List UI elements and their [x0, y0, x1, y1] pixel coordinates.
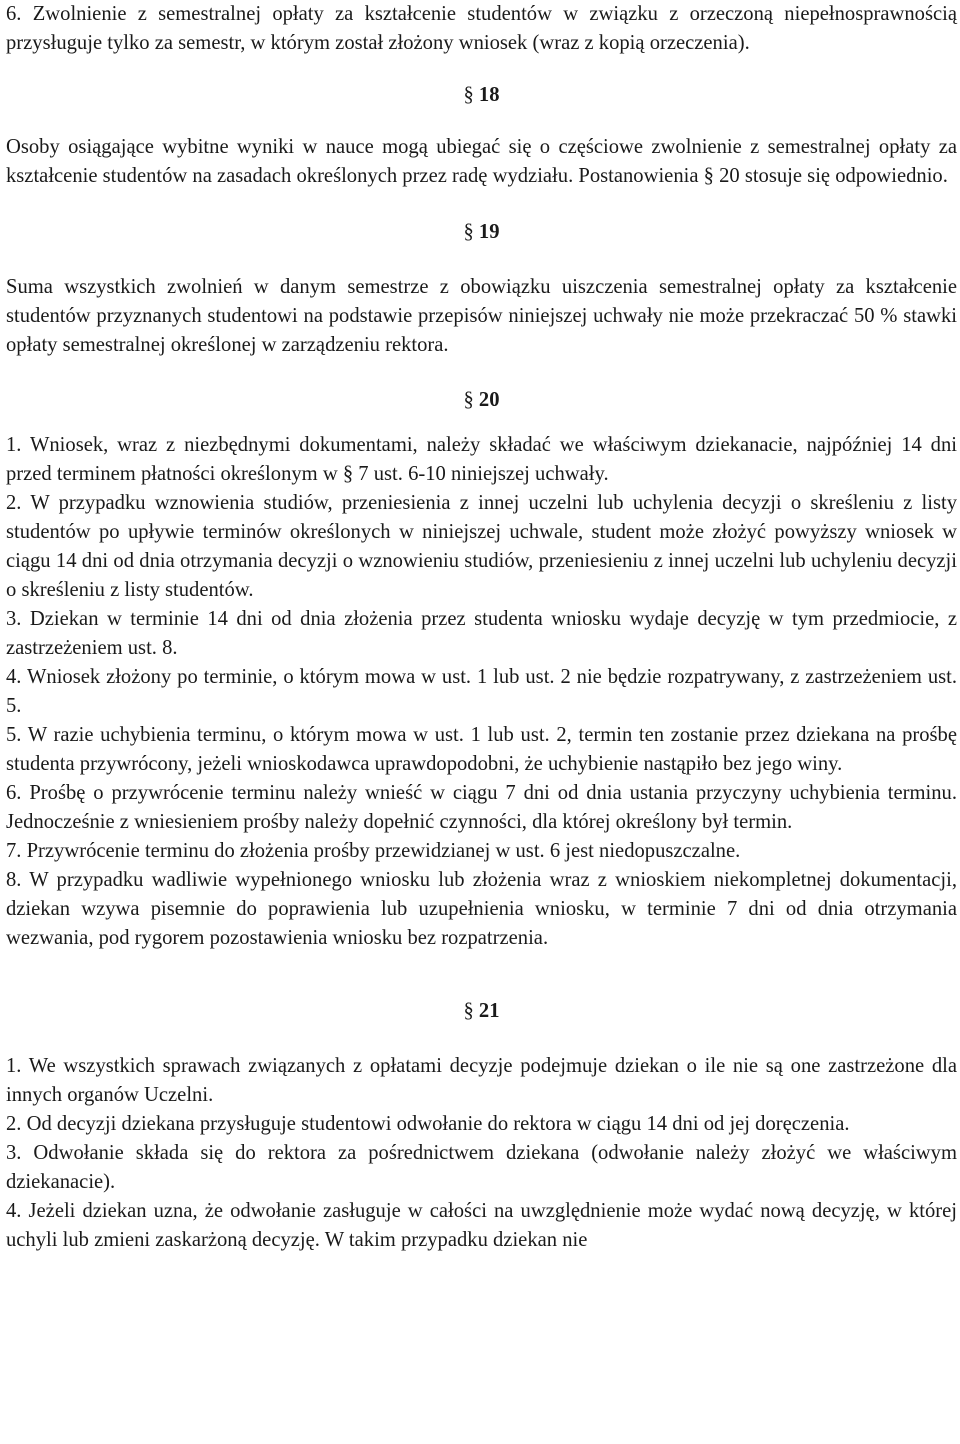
- section-21-point-3: 3. Odwołanie składa się do rektora za pośrednictwem dziekana (odwołanie należy złożyć we właściwym dziekanacie).: [6, 1142, 957, 1193]
- section-20-point-4: 4. Wniosek złożony po terminie, o którym mowa w ust. 1 lub ust. 2 nie będzie rozpatrywany, z zastrzeżeniem ust. 5.: [6, 666, 957, 717]
- section-20-point-5: 5. W razie uchybienia terminu, o którym mowa w ust. 1 lub ust. 2, termin ten zostanie przez dziekana na prośbę studenta przywrócony, jeżeli wnioskodawca uprawdopodobni, że uchybienie nastąpiło bez jego winy.: [6, 724, 957, 775]
- section-sign: §: [463, 389, 474, 411]
- section-number: 18: [478, 84, 500, 106]
- section-21-point-1: 1. We wszystkich sprawach związanych z opłatami decyzje podejmuje dziekan o ile nie są one zastrzeżone dla innych organów Uczelni.: [6, 1055, 957, 1106]
- section-21-point-4: 4. Jeżeli dziekan uzna, że odwołanie zasługuje w całości na uwzględnienie może wydać nową decyzję, w której uchyli lub zmieni zaskarżoną decyzję. W takim przypadku dziekan nie: [6, 1200, 957, 1251]
- section-heading-18: [6, 81, 957, 110]
- section-heading-20: [6, 386, 957, 415]
- section-20-point-8: 8. W przypadku wadliwie wypełnionego wniosku lub złożenia wraz z wnioskiem niekompletnej dokumentacji, dziekan wzywa pisemnie do poprawienia lub uzupełnienia wniosku, w terminie 7 dni od dnia otrzymania wezwania, pod rygorem pozostawienia wniosku bez rozpatrzenia.: [6, 869, 957, 949]
- section-heading-19: [6, 218, 957, 247]
- section-sign: §: [463, 84, 474, 106]
- section-number: 21: [478, 1000, 500, 1022]
- paragraph-item-6: 6. Zwolnienie z semestralnej opłaty za kształcenie studentów w związku z orzeczoną niepełnosprawnością przysługuje tylko za semestr, w którym został złożony wniosek (wraz z kopią orzeczenia).: [6, 3, 957, 54]
- section-19-paragraph: Suma wszystkich zwolnień w danym semestrze z obowiązku uiszczenia semestralnej opłaty za kształcenie studentów przyznanych studentowi na podstawie przepisów niniejszej uchwały nie może przekraczać 50 % stawki opłaty semestralnej określonej w zarządzeniu rektora.: [6, 276, 957, 356]
- section-20-point-6: 6. Prośbę o przywrócenie terminu należy wnieść w ciągu 7 dni od dnia ustania przyczyny uchybienia terminu. Jednocześnie z wniesieniem prośby należy dopełnić czynności, dla której określony był termin.: [6, 782, 957, 833]
- section-21-point-2: 2. Od decyzji dziekana przysługuje studentowi odwołanie do rektora w ciągu 14 dni od jej doręczenia.: [6, 1113, 850, 1135]
- section-18-paragraph: Osoby osiągające wybitne wyniki w nauce mogą ubiegać się o częściowe zwolnienie z semestralnej opłaty za kształcenie studentów na zasadach określonych przez radę wydziału. Postanowienia § 20 stosuje się odpowiednio.: [6, 136, 957, 187]
- section-20-point-1: 1. Wniosek, wraz z niezbędnymi dokumentami, należy składać we właściwym dziekanacie, najpóźniej 14 dni przed terminem płatności określonym w § 7 ust. 6-10 niniejszej uchwały.: [6, 434, 957, 485]
- section-sign: §: [463, 221, 474, 243]
- section-20-point-2: 2. W przypadku wznowienia studiów, przeniesienia z innej uczelni lub uchylenia decyzji o skreśleniu z listy studentów po upływie terminów określonych w niniejszej uchwale, student może złożyć powyższy wniosek w ciągu 14 dni od dnia otrzymania decyzji o wznowieniu studiów, przeniesieniu z innej uczelni lub uchyleniu decyzji o skreśleniu z listy studentów.: [6, 492, 957, 601]
- section-20-point-3: 3. Dziekan w terminie 14 dni od dnia złożenia przez studenta wniosku wydaje decyzję w tym przedmiocie, z zastrzeżeniem ust. 8.: [6, 608, 957, 659]
- section-number: 19: [478, 221, 500, 243]
- section-number: 20: [478, 389, 500, 411]
- section-heading-21: [6, 997, 957, 1026]
- section-20-point-7: 7. Przywrócenie terminu do złożenia prośby przewidzianej w ust. 6 jest niedopuszczalne.: [6, 840, 741, 862]
- section-sign: §: [463, 1000, 474, 1022]
